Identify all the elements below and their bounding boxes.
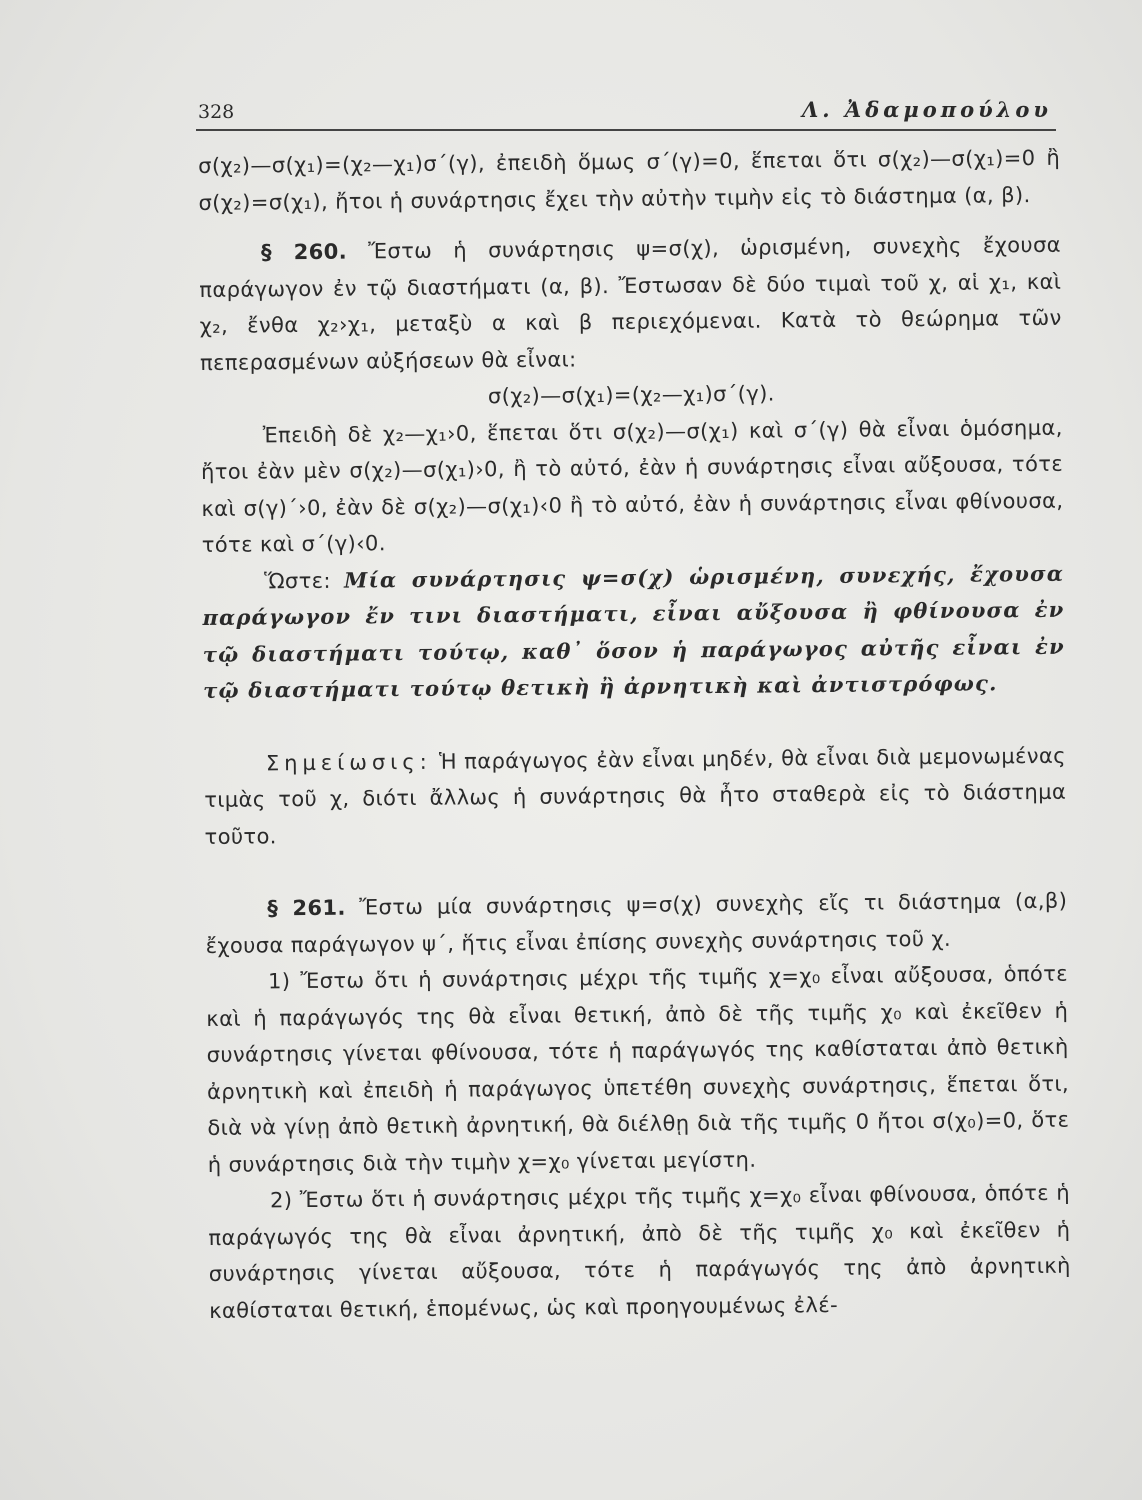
formula-finite-increments: σ(χ₂)—σ(χ₁)=(χ₂—χ₁)σ΄(γ). bbox=[487, 381, 775, 409]
theorem-lead: Ὥστε: bbox=[264, 568, 345, 593]
section-261-paragraph bbox=[205, 883, 1068, 964]
theorem-paragraph bbox=[202, 555, 1065, 709]
page-body bbox=[198, 140, 1071, 1329]
case-1-paragraph: 1) Ἔστω ὅτι ἡ συνάρτησις μέχρι τῆς τιμῆς χ=χ₀ εἶναι αὔξουσα, ὁπότε καὶ ἡ παράγωγός της θὰ εἶναι θετική, ἀπὸ δὲ τῆς τιμῆς χ₀ καὶ ἐκεῖθεν ἡ συνάρτησις γίνεται φθίνουσα, τότε ἡ παράγωγός της καθίσταται ἀπὸ θετικὴ ἀρνητικὴ καὶ ἐπειδὴ ἡ παράγωγος ὑπετέθη συνεχὴς συνάρτησις, ἕπεται ὅτι, διὰ νὰ γίνῃ ἀπὸ θετικὴ ἀρνητική, θὰ διέλθῃ διὰ τῆς τιμῆς 0 ἤτοι σ(χ₀)=0, ὅτε ἡ συνάρτησις διὰ τὴν τιμὴν χ=χ₀ γίνεται μεγίστη. bbox=[206, 961, 1070, 1177]
section-260-paragraph bbox=[199, 227, 1062, 381]
page-number: 328 bbox=[198, 101, 235, 123]
theorem-statement: Μία συνάρτησις ψ=σ(χ) ὡρισμένη, συνεχής, ἔχουσα παράγωγον ἔν τινι διαστήματι, εἶναι αὔξουσα ἢ φθίνουσα ἐν τῷ διαστήματι τούτῳ, καθ᾽ ὅσον ἡ παράγωγος αὐτῆς εἶναι ἐν τῷ διαστήματι τούτῳ θετικὴ ἢ ἀρνητικὴ καὶ ἀντιστρόφως. bbox=[202, 560, 1065, 703]
running-head-author: Λ. Ἀδαμοπούλου bbox=[801, 97, 1052, 122]
note-label: Σημείωσις: bbox=[265, 749, 432, 775]
section-261-text: Ἔστω μία συνάρτησις ψ=σ(χ) συνεχὴς εἴς τι διάστημα (α,β) ἔχουσα παράγωγον ψ΄, ἥτις εἶναι ἐπίσης συνεχὴς συνάρτησις τοῦ χ. bbox=[205, 888, 1068, 958]
note-text: Ἡ παράγωγος ἐὰν εἶναι μηδέν, θὰ εἶναι διὰ μεμονωμένας τιμὰς τοῦ χ, διότι ἄλλως ἡ συνάρτησις θὰ ἦτο σταθερὰ εἰς τὸ διάστημα τοῦτο. bbox=[204, 743, 1067, 849]
case-2-paragraph: 2) Ἔστω ὅτι ἡ συνάρτησις μέχρι τῆς τιμῆς χ=χ₀ εἶναι φθίνουσα, ὁπότε ἡ παράγωγός της θὰ εἶναι ἀρνητική, ἀπὸ δὲ τῆς τιμῆς χ₀ καὶ ἐκεῖθεν ἡ συνάρτησις γίνεται αὔξουσα, τότε ἡ παράγωγός της ἀπὸ ἀρνητικὴ καθίσταται θετική, ἑπομένως, ὡς καὶ προηγουμένως ἐλέ- bbox=[208, 1180, 1071, 1323]
section-260-text: Ἔστω ἡ συνάρτησις ψ=σ(χ), ὡρισμένη, συνεχὴς ἔχουσα παράγωγον ἐν τῷ διαστήματι (α, β). Ἔστωσαν δὲ δύο τιμαὶ τοῦ χ, αἱ χ₁, καὶ χ₂, ἔνθα χ₂›χ₁, μεταξὺ α καὶ β περιεχόμεναι. Κατὰ τὸ θεώρημα τῶν πεπερασμένων αὐξήσεων θὰ εἶναι: bbox=[199, 232, 1062, 375]
section-number-261: § 261. bbox=[267, 895, 346, 921]
paragraph-sign-argument: Ἐπειδὴ δὲ χ₂—χ₁›0, ἕπεται ὅτι σ(χ₂)—σ(χ₁) καὶ σ΄(γ) θὰ εἶναι ὁμόσημα, ἤτοι ἐὰν μὲν σ(χ₂)—σ(χ₁)›0, ἢ τὸ αὐτό, ἐὰν ἡ συνάρτησις εἶναι αὔξουσα, τότε καὶ σ(γ)΄›0, ἐὰν δὲ σ(χ₂)—σ(χ₁)‹0 ἢ τὸ αὐτό, ἐὰν ἡ συνάρτησις εἶναι φθίνουσα, τότε καὶ σ΄(γ)‹0. bbox=[200, 415, 1064, 557]
page-header bbox=[196, 95, 1056, 131]
paragraph-continuation: σ(χ₂)—σ(χ₁)=(χ₂—χ₁)σ΄(γ), ἐπειδὴ ὅμως σ΄(γ)=0, ἕπεται ὅτι σ(χ₂)—σ(χ₁)=0 ἢ σ(χ₂)=σ(χ₁), ἤτοι ἡ συνάρτησις ἔχει τὴν αὐτὴν τιμὴν εἰς τὸ διάστημα (α, β). bbox=[198, 145, 1061, 215]
section-number-260: § 260. bbox=[260, 239, 348, 265]
note-paragraph bbox=[204, 737, 1067, 855]
